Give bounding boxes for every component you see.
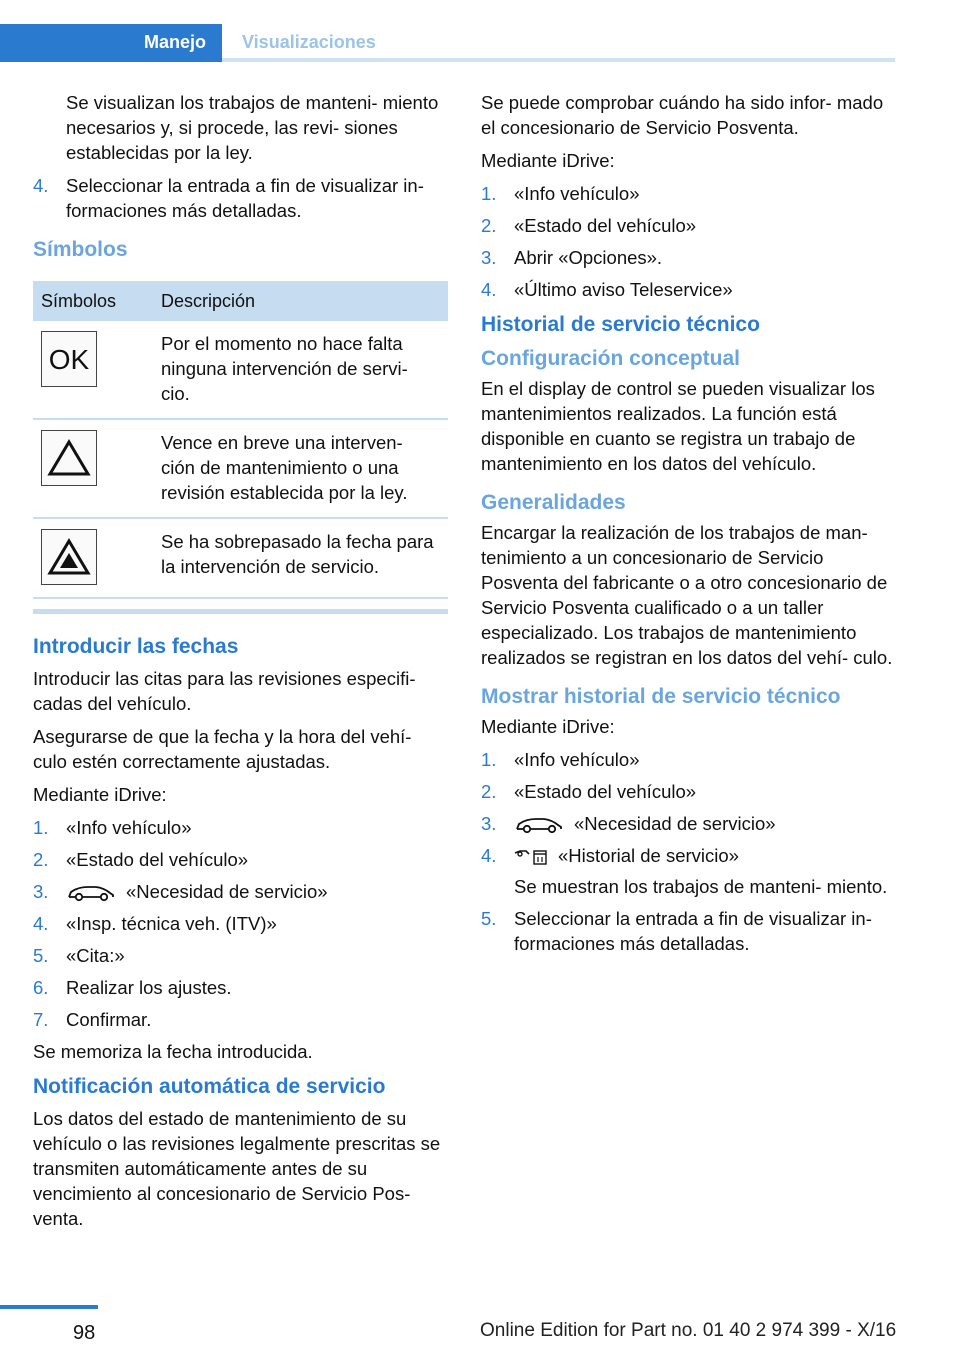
list-item: 3. «Necesidad de servicio»: [33, 881, 328, 902]
paragraph: Se puede comprobar cuándo ha sido infor- mado el concesionario de Servicio Posventa.: [481, 92, 884, 138]
page-number: 98: [73, 1322, 96, 1344]
list-item: 3. Abrir «Opciones».: [481, 247, 663, 268]
car-service-icon: [514, 816, 564, 834]
heading-historial: Historial de servicio técnico: [481, 313, 760, 336]
list-item: 2. «Estado del vehículo»: [481, 215, 697, 236]
car-service-icon: [66, 884, 116, 902]
table-end-bar: [33, 609, 448, 614]
paragraph: Mediante iDrive:: [33, 784, 167, 805]
heading-configuracion: Configuración conceptual: [481, 347, 741, 370]
list-item: 5. Seleccionar la entrada a fin de visualizar in- formaciones más detalladas.: [481, 908, 872, 954]
list-item: 2. «Estado del vehículo»: [33, 849, 249, 870]
list-item: 5. «Cita:»: [33, 945, 125, 966]
paragraph: Mediante iDrive:: [481, 150, 615, 171]
right-column: [481, 90, 901, 963]
step-list-teleservice: [481, 181, 901, 302]
paragraph: Se memoriza la fecha introducida.: [33, 1041, 313, 1062]
paragraph: Mediante iDrive:: [481, 716, 615, 737]
row-description: Se ha sobrepasado la fecha para la intervención de servicio.: [153, 518, 448, 598]
heading-generalidades: Generalidades: [481, 491, 626, 514]
svg-text:OK: OK: [48, 344, 90, 374]
symbols-table: [33, 281, 448, 599]
header-divider: [222, 58, 895, 62]
list-item: 1. «Info vehículo»: [481, 749, 640, 770]
list-item: 7. Confirmar.: [33, 1009, 152, 1030]
row-description: Por el momento no hace falta ninguna intervención de servi- cio.: [153, 321, 448, 419]
row-description: Vence en breve una interven- ción de mantenimiento o una revisión establecida por la ley.: [153, 419, 448, 518]
overdue-triangle-icon: [41, 529, 97, 585]
heading-notificacion: Notificación automática de servicio: [33, 1075, 386, 1098]
list-item: 4. «Historial de servicio» Se muestran los trabajos de manteni- miento.: [481, 843, 901, 899]
step-list-continued: [33, 173, 448, 223]
edition-note: Online Edition for Part no. 01 40 2 974 399 - X/16: [480, 1320, 897, 1341]
column-header-symbols: Símbolos: [33, 281, 153, 321]
list-item: 4. Seleccionar la entrada a fin de visualizar in- formaciones más detalladas.: [33, 175, 424, 221]
paragraph: Asegurarse de que la fecha y la hora del vehí- culo estén correctamente ajustadas.: [33, 726, 412, 772]
paragraph: Encargar la realización de los trabajos de man- tenimiento a un concesionario de Servicio Posventa del fabricante o a otro concesionario de Servicio Posventa cualificado o a un taller especializado. Los trabajos de mantenimiento realizados se registran en los datos del vehí- culo.: [481, 522, 893, 668]
column-header-description: Descripción: [153, 281, 448, 321]
list-item: 4. «Último aviso Teleservice»: [481, 279, 733, 300]
table-row: [33, 518, 448, 598]
list-item: 6. Realizar los ajustes.: [33, 977, 232, 998]
list-item: 1. «Info vehículo»: [481, 183, 640, 204]
step-subtext: Se muestran los trabajos de manteni- miento.: [514, 876, 888, 897]
warning-triangle-icon: [41, 430, 97, 486]
list-item: 3. «Necesidad de servicio»: [481, 813, 776, 834]
service-history-icon: [514, 848, 548, 866]
footer-divider: [0, 1305, 98, 1309]
left-column: [33, 90, 448, 1239]
tab-manejo[interactable]: Manejo: [0, 24, 222, 62]
paragraph: Introducir las citas para las revisiones especifi- cadas del vehículo.: [33, 668, 416, 714]
heading-introducir-fechas: Introducir las fechas: [33, 635, 239, 658]
table-header-row: [33, 281, 448, 321]
paragraph: Los datos del estado de mantenimiento de su vehículo o las revisiones legalmente prescritas se transmiten automáticamente antes de su vencimiento al concesionario de Servicio Pos- venta.: [33, 1108, 441, 1229]
step-list-historial: [481, 747, 901, 956]
step-list-fechas: [33, 815, 448, 1032]
page-header: Manejo Visualizaciones: [0, 24, 895, 62]
heading-mostrar-historial: Mostrar historial de servicio técnico: [481, 685, 841, 708]
paragraph: En el display de control se pueden visualizar los mantenimientos realizados. La función está disponible en cuanto se registra un trabajo de mantenimiento en los datos del vehículo.: [481, 378, 875, 474]
intro-paragraph: Se visualizan los trabajos de manteni- miento necesarios y, si procede, las revi- siones establecidas por la ley.: [66, 92, 439, 163]
heading-simbolos: Símbolos: [33, 238, 128, 261]
ok-icon: [41, 331, 97, 387]
table-row: [33, 321, 448, 419]
table-row: [33, 419, 448, 518]
list-item: 2. «Estado del vehículo»: [481, 781, 697, 802]
list-item: 4. «Insp. técnica veh. (ITV)»: [33, 913, 277, 934]
list-item: 1. «Info vehículo»: [33, 817, 192, 838]
